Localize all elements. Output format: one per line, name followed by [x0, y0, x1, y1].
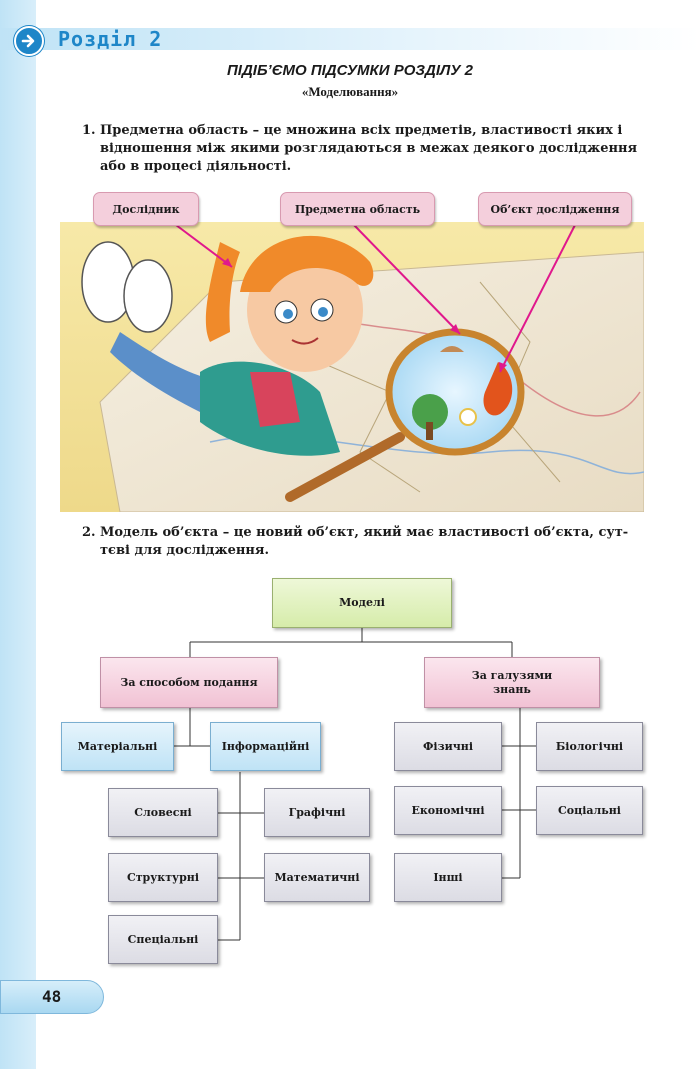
diagram-node-structural: Структурні: [108, 853, 218, 902]
paragraph-line: Модель об’єкта – це новий об’єкт, який має властивості об’єкта, сут-: [100, 525, 629, 540]
callout-subject-area: Предметна область: [280, 192, 435, 226]
paragraph-line: Предметна область – це множина всіх предметів, властивості яких і: [100, 123, 623, 138]
chapter-label: Розділ 2: [58, 27, 163, 51]
diagram-node-verbal: Словесні: [108, 788, 218, 837]
diagram-node-by-field: [424, 657, 600, 708]
diagram-node-physical: Фізичні: [394, 722, 502, 771]
paragraph-number: 2.: [82, 525, 96, 540]
diagram-node-graphic: Графічні: [264, 788, 370, 837]
diagram-node-biological: Біологічні: [536, 722, 643, 771]
diagram-node-economic: Економічні: [394, 786, 502, 835]
paragraph-line: тєві для дослідження.: [100, 543, 270, 558]
page-number: 48: [42, 987, 62, 1006]
diagram-node-mathematical: Математичні: [264, 853, 370, 902]
diagram-node-by-representation: За способом подання: [100, 657, 278, 708]
paragraph-line: або в процесі діяльності.: [100, 159, 292, 174]
paragraph-number: 1.: [82, 123, 96, 138]
callout-research-object: Об’єкт дослідження: [478, 192, 632, 226]
diagram-node-social: Соціальні: [536, 786, 643, 835]
diagram-node-informational: Інформаційні: [210, 722, 321, 771]
diagram-node-by-field-line: знань: [493, 682, 531, 696]
diagram-root-models: Моделі: [272, 578, 452, 628]
paragraph-line: відношення між якими розглядаються в межах деякого дослідження: [100, 141, 638, 156]
diagram-node-other: Інші: [394, 853, 502, 902]
diagram-node-special: Спеціальні: [108, 915, 218, 964]
diagram-node-by-field-line: За галузями: [471, 668, 553, 682]
page-subtitle: «Моделювання»: [301, 84, 399, 99]
diagram-node-material: Матеріальні: [61, 722, 174, 771]
page-title: ПІДІБ’ЄМО ПІДСУМКИ РОЗДІЛУ 2: [226, 62, 474, 79]
callout-researcher: Дослідник: [93, 192, 199, 226]
